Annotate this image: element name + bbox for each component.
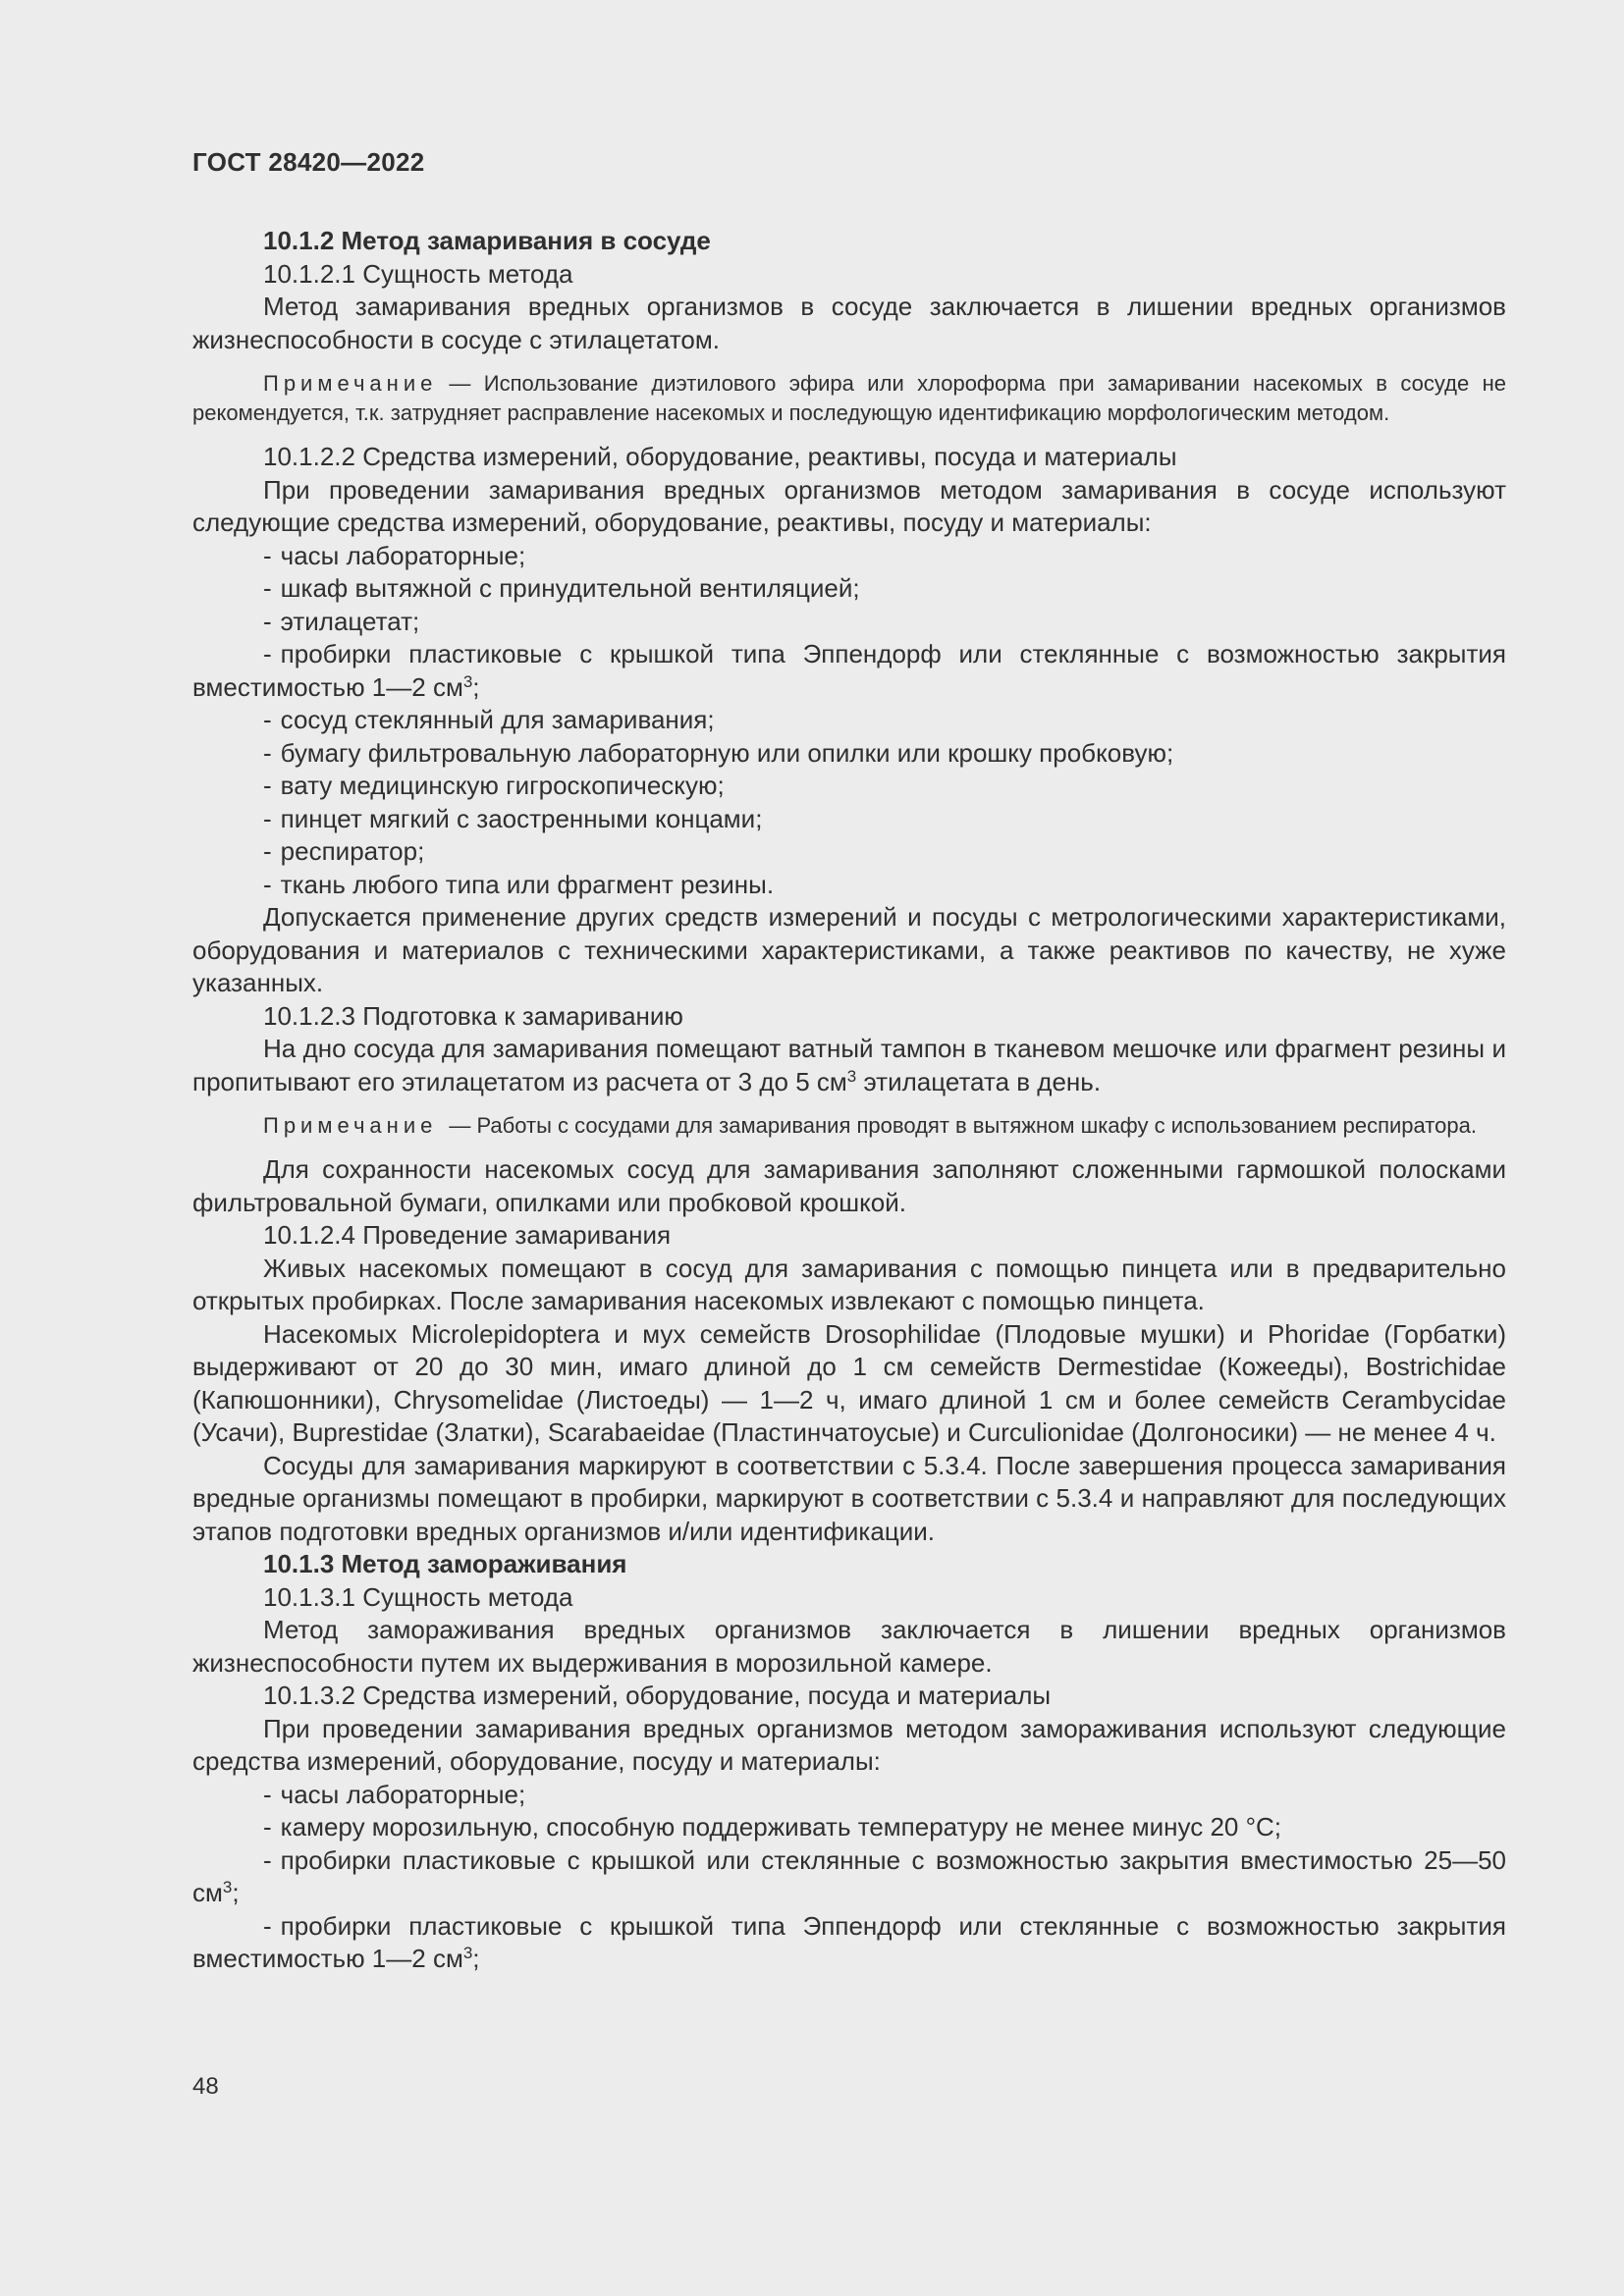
note-label: Примечание [263, 371, 438, 396]
list-dash: - [263, 1844, 272, 1875]
list-item-text: пробирки пластиковые с крышкой типа Эппендорф или стеклянные с возможностью закрытия вместимостью 1—2 см [192, 1910, 1506, 1973]
section-heading-10-1-2: 10.1.2 Метод замаривания в сосуде [263, 226, 711, 255]
list-item-text: этилацетат; [280, 606, 420, 636]
subsection-heading-10-1-2-3: 10.1.2.3 Подготовка к замариванию [263, 1000, 683, 1031]
paragraph [192, 1033, 1506, 1098]
subsection-heading-10-1-2-1: 10.1.2.1 Сущность метода [263, 258, 573, 289]
paragraph: При проведении замаривания вредных организмов методом замаривания в сосуде используют следующие средства измерений, оборудование, реактивы, посуду и материалы: [192, 474, 1506, 537]
list-item [192, 1844, 1506, 1910]
list-item [192, 540, 1506, 573]
paragraph: Метод замаривания вредных организмов в сосуде заключается в лишении вредных организмов жизнеспособности в сосуде с этилацетатом. [192, 292, 1506, 354]
subsection-heading-10-1-2-2: 10.1.2.2 Средства измерений, оборудование, реактивы, посуда и материалы [263, 442, 1177, 471]
subsection-heading-10-1-3-1: 10.1.3.1 Сущность метода [263, 1581, 573, 1612]
list-dash: - [263, 573, 272, 603]
superscript: 3 [846, 1066, 857, 1086]
list-item [192, 835, 1506, 869]
paragraph: Допускается применение других средств измерений и посуды с метрологическими характеристиками, оборудования и материалов с техническими характеристиками, а также реактивов по качеству, не хуже указанных. [192, 902, 1506, 997]
list-dash: - [263, 836, 272, 866]
list-dash: - [263, 606, 272, 636]
punctuation: ; [472, 1944, 480, 1973]
list-item-text: часы лабораторные; [280, 1779, 526, 1809]
list-dash: - [263, 869, 272, 899]
list-item [192, 704, 1506, 737]
list-item [192, 1910, 1506, 1976]
list-item [192, 770, 1506, 803]
list-item-text: шкаф вытяжной с принудительной вентиляцией; [280, 573, 860, 603]
list-item [192, 1811, 1506, 1844]
list-dash: - [263, 705, 272, 734]
list-item [192, 869, 1506, 902]
superscript: 3 [462, 671, 473, 691]
list-item-text: сосуд стеклянный для замаривания; [280, 705, 715, 734]
paragraph: Метод замораживания вредных организмов заключается в лишении вредных организмов жизнеспособности путем их выдерживания в морозильной камере. [192, 1615, 1506, 1678]
note-2 [192, 1111, 1506, 1141]
document-header: ГОСТ 28420—2022 [192, 147, 425, 177]
list-item-text: часы лабораторные; [280, 540, 526, 570]
list-dash: - [263, 737, 272, 768]
punctuation: ; [472, 671, 480, 702]
subsection-heading-10-1-2-4: 10.1.2.4 Проведение замаривания [263, 1220, 672, 1250]
list-item [192, 1779, 1506, 1812]
list-item-text: пробирки пластиковые с крышкой или стеклянные с возможностью закрытия вместимостью 25—50 см [192, 1844, 1506, 1907]
list-item-text: вату медицинскую гигроскопическую; [280, 771, 725, 800]
list-item-text: респиратор; [280, 836, 425, 866]
list-dash: - [263, 771, 272, 800]
paragraph-text: На дно сосуда для замаривания помещают ватный тампон в тканевом мешочке или фрагмент резины и пропитывают его этилацетатом из расчета от 3 до 5 см [192, 1034, 1506, 1096]
equipment-list-1 [192, 540, 1506, 902]
section-heading-10-1-3: 10.1.3 Метод замораживания [263, 1549, 627, 1578]
paragraph: Живых насекомых помещают в сосуд для замаривания с помощью пинцета или в предварительно открытых пробирках. После замаривания насекомых извлекают с помощью пинцета. [192, 1253, 1506, 1315]
list-dash: - [263, 803, 272, 833]
superscript: 3 [222, 1878, 233, 1896]
list-item [192, 606, 1506, 639]
list-dash: - [263, 1910, 272, 1941]
subsection-heading-10-1-3-2: 10.1.3.2 Средства измерений, оборудование, посуда и материалы [263, 1681, 1052, 1710]
list-item-text: камеру морозильную, способную поддерживать температуру не менее минус 20 °С; [280, 1812, 1281, 1842]
list-item-text: пинцет мягкий с заостренными концами; [280, 803, 763, 833]
list-item [192, 803, 1506, 836]
document-body [192, 225, 1506, 1976]
superscript: 3 [462, 1944, 473, 1962]
equipment-list-2 [192, 1779, 1506, 1976]
list-item-text: ткань любого типа или фрагмент резины. [280, 869, 775, 899]
note-text: — Работы с сосудами для замаривания проводят в вытяжном шкафу с использованием респиратора. [449, 1113, 1477, 1138]
note-1 [192, 369, 1506, 428]
note-label: Примечание [263, 1113, 438, 1138]
paragraph: При проведении замаривания вредных организмов методом замораживания используют следующие средства измерений, оборудование, посуду и материалы: [192, 1713, 1506, 1776]
list-dash: - [263, 1779, 272, 1809]
list-dash: - [263, 639, 272, 668]
paragraph: Для сохранности насекомых сосуд для замаривания заполняют сложенными гармошкой полосками фильтровальной бумаги, опилками или пробковой крошкой. [192, 1154, 1506, 1217]
list-item [192, 638, 1506, 704]
paragraph: Сосуды для замаривания маркируют в соответствии с 5.3.4. После завершения процесса замаривания вредные организмы помещают в пробирки, маркируют в соответствии с 5.3.4 и направляют для последующих этапов подготовки вредных организмов и/или идентификации. [192, 1450, 1506, 1546]
punctuation: ; [232, 1878, 240, 1907]
list-item-text: бумагу фильтровальную лабораторную или опилки или крошку пробковую; [280, 737, 1174, 768]
list-item [192, 737, 1506, 771]
paragraph: Насекомых Microlepidoptera и мух семейств Drosophilidae (Плодовые мушки) и Phoridae (Горбатки) выдерживают от 20 до 30 мин, имаго длиной до 1 см семейств Dermestidae (Кожееды), Bostrichidae (Капюшонники), Chrysomelidae (Листоеды) — 1—2 ч, имаго длиной 1 см и более семейств Cerambycidae (Усачи), Buprestidae (Златки), Scarabaeidae (Пластинчатоусые) и Curculionidae (Долгоносики) — не менее 4 ч. [192, 1318, 1507, 1447]
list-item-text: пробирки пластиковые с крышкой типа Эппендорф или стеклянные с возможностью закрытия вместимостью 1—2 см [192, 639, 1506, 702]
list-item [192, 572, 1506, 606]
list-dash: - [263, 1812, 272, 1842]
note-text: — Использование диэтилового эфира или хлороформа при замаривании насекомых в сосуде не рекомендуется, т.к. затрудняет расправление насекомых и последующую идентификацию морфологическим методом. [192, 371, 1506, 425]
paragraph-text: этилацетата в день. [856, 1066, 1102, 1096]
page-number: 48 [192, 2073, 219, 2100]
list-dash: - [263, 540, 272, 570]
